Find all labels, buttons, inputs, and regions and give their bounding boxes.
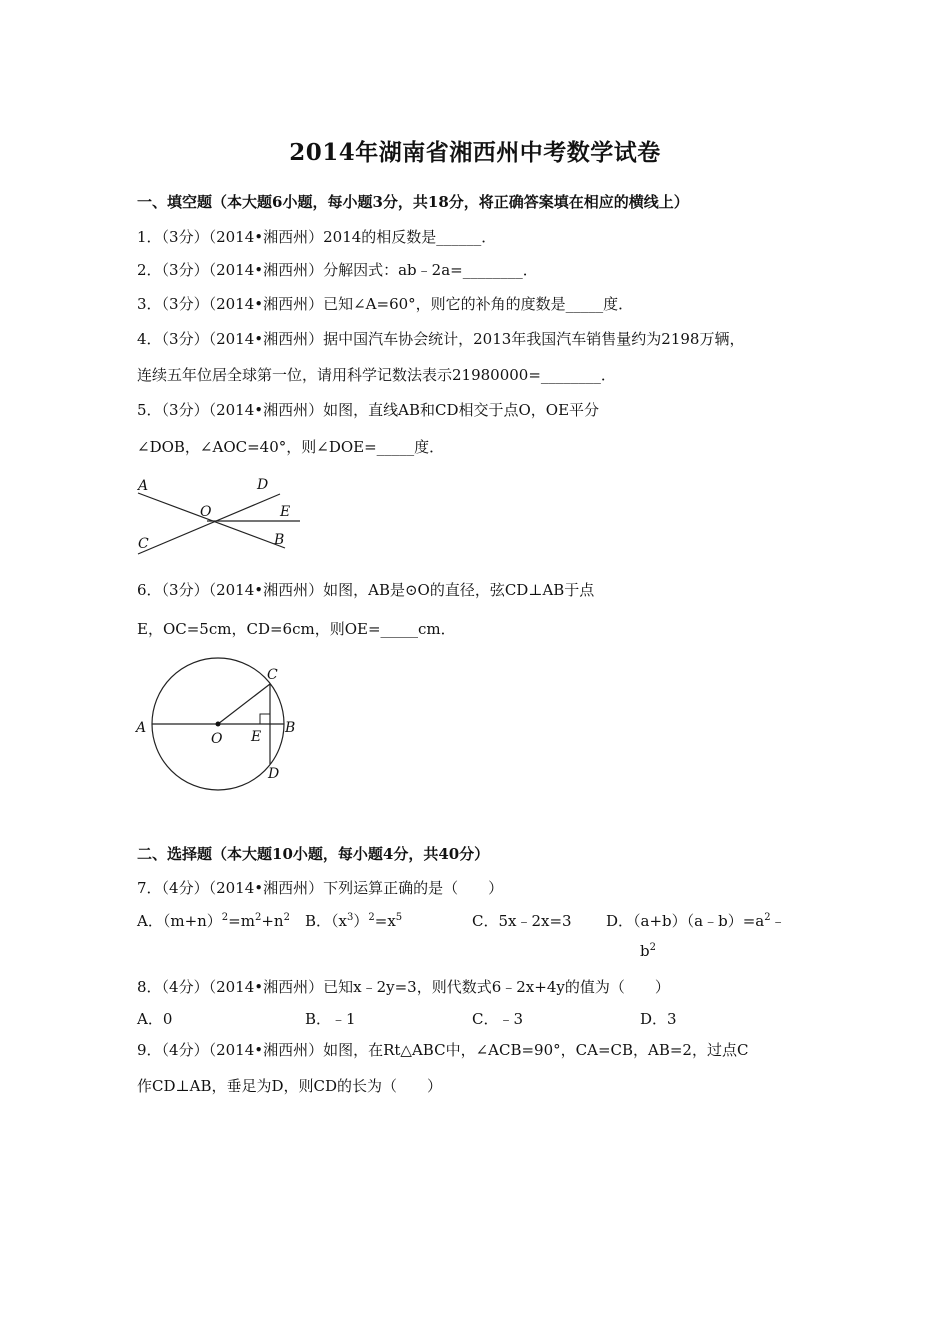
label-c: C xyxy=(267,667,278,683)
question-2: 2．（3分）（2014•湘西州）分解因式：ab﹣2a=________． xyxy=(137,261,538,279)
q8-option-c: C．﹣3 xyxy=(472,1010,524,1028)
question-8: 8．（4分）（2014•湘西州）已知x﹣2y=3，则代数式6﹣2x+4y的值为（ ） xyxy=(137,978,670,996)
question-6-line-1: 6．（3分）（2014•湘西州）如图，AB是⊙O的直径，弦CD⊥AB于点 xyxy=(137,581,595,599)
question-6-line-2: E，OC=5cm，CD=6cm，则OE=_____cm． xyxy=(137,620,456,638)
radius-oc xyxy=(218,684,270,724)
q7-option-a: A．$(m+n)^2=m^2+n^2$ xyxy=(137,912,290,930)
section-fill-in-heading: 一、填空题（本大题6小题，每小题3分，共18分，将正确答案填在相应的横线上） xyxy=(137,193,689,211)
question-3: 3．（3分）（2014•湘西州）已知∠A=60°，则它的补角的度数是_____度． xyxy=(137,295,634,313)
center-point xyxy=(216,722,221,727)
q7-option-c: C．5x﹣2x=3 xyxy=(472,912,572,930)
right-angle-mark xyxy=(260,714,270,724)
question-1: 1．（3分）（2014•湘西州）2014的相反数是______． xyxy=(137,228,497,246)
q6-figure xyxy=(130,652,310,797)
section-choice-heading: 二、选择题（本大题10小题，每小题4分，共40分） xyxy=(137,845,490,863)
q8-option-b: B．﹣1 xyxy=(305,1010,356,1028)
question-5-line-1: 5．（3分）（2014•湘西州）如图，直线AB和CD相交于点O，OE平分 xyxy=(137,401,600,419)
question-9-line-2: 作CD⊥AB，垂足为D，则CD的长为（ ） xyxy=(137,1077,442,1095)
exam-title: 2014年湖南省湘西州中考数学试卷 xyxy=(289,139,661,166)
question-5-line-2: ∠DOB，∠AOC=40°，则∠DOE=_____度． xyxy=(137,438,445,456)
label-e: E xyxy=(251,729,262,745)
label-c: C xyxy=(138,536,149,552)
question-7: 7．（4分）（2014•湘西州）下列运算正确的是（ ） xyxy=(137,879,504,897)
question-9-line-1: 9．（4分）（2014•湘西州）如图，在Rt△ABC中，∠ACB=90°，CA=CB，AB=2，过点C xyxy=(137,1041,749,1059)
q8-option-a: A．0 xyxy=(137,1010,173,1028)
label-a: A xyxy=(138,478,149,494)
label-o: O xyxy=(200,504,212,520)
label-o: O xyxy=(211,731,223,747)
label-b: B xyxy=(285,720,296,736)
label-d: D xyxy=(268,766,280,782)
label-e: E xyxy=(280,504,291,520)
q7-option-d: D．$(a+b)(a﹣b)=a^2﹣$ xyxy=(606,912,786,930)
label-a: A xyxy=(136,720,147,736)
label-d: D xyxy=(257,477,269,493)
line-cd xyxy=(138,494,280,554)
q7-option-b: B．$(x^3)^2=x^5$ xyxy=(305,912,403,930)
question-4-line-1: 4．（3分）（2014•湘西州）据中国汽车协会统计，2013年我国汽车销售量约为2198万辆， xyxy=(137,330,745,348)
q5-figure xyxy=(130,470,310,560)
q8-option-d: D．3 xyxy=(640,1010,677,1028)
question-4-line-2: 连续五年位居全球第一位，请用科学记数法表示21980000=________． xyxy=(137,366,616,384)
q7-option-d-wrap: $b^2$ xyxy=(640,942,656,960)
label-b: B xyxy=(274,532,285,548)
